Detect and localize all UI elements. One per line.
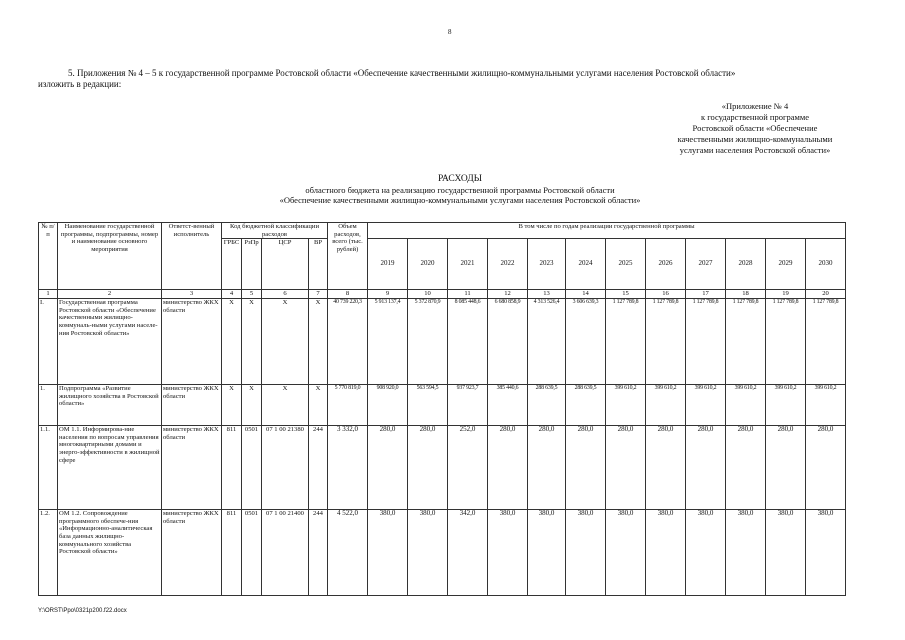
cell-year-value: 380,0 [606,510,646,596]
header-year: 2027 [686,239,726,290]
page-number: 8 [448,28,452,36]
cell-csr: 07 1 00 21400 [262,510,309,596]
cell-csr: X [262,385,309,426]
cell-year-value: 280,0 [408,426,448,510]
cell-year-value: 280,0 [806,426,846,510]
cell-year-value: 5 372 870,9 [408,299,448,385]
cell-vr: X [309,385,328,426]
cell-year-value: 280,0 [766,426,806,510]
column-number: 12 [488,290,528,299]
cell-responsible: министерство ЖКХ области [162,426,222,510]
cell-year-value: 380,0 [726,510,766,596]
column-number: 16 [646,290,686,299]
cell-rzpr: 0501 [242,426,262,510]
cell-year-value: 1 127 789,8 [766,299,806,385]
cell-rzpr: X [242,299,262,385]
cell-vr: X [309,299,328,385]
header-csr: ЦСР [262,239,309,290]
cell-year-value: 563 594,5 [408,385,448,426]
cell-year-value: 280,0 [488,426,528,510]
table-row [39,385,846,426]
header-total: Объем расходов, всего (тыс. рублей) [328,223,368,290]
cell-name: ОМ 1.2. Сопровождение программного обеспече-ния «Информационно-аналитическая база данных жилищно-коммунального хозяйства Ростовской области» [58,510,162,596]
cell-csr: 07 1 00 21380 [262,426,309,510]
cell-year-value: 908 920,0 [368,385,408,426]
header-year: 2026 [646,239,686,290]
header-year: 2019 [368,239,408,290]
cell-year-value: 399 610,2 [606,385,646,426]
column-number: 18 [726,290,766,299]
title-line-3: «Обеспечение качественными жилищно-коммунальными услугами населения Ростовской области» [279,195,641,205]
cell-vr: 244 [309,510,328,596]
intro-line-2: изложить в редакции: [38,79,122,89]
cell-responsible: министерство ЖКХ области [162,510,222,596]
cell-rzpr: 0501 [242,510,262,596]
cell-year-value: 1 127 789,8 [646,299,686,385]
cell-year-value: 385 440,6 [488,385,528,426]
column-number: 8 [328,290,368,299]
cell-year-value: 380,0 [368,510,408,596]
column-number: 13 [528,290,566,299]
column-number: 4 [222,290,242,299]
cell-year-value: 937 923,7 [448,385,488,426]
cell-year-value: 6 680 858,9 [488,299,528,385]
file-path-footer: Y:\ORST\Ppo\0321p200.f22.docx [38,608,127,614]
cell-year-value: 399 610,2 [686,385,726,426]
cell-year-value: 1 127 789,8 [606,299,646,385]
document-title [180,174,740,206]
column-number: 1 [39,290,58,299]
column-number: 10 [408,290,448,299]
column-number: 3 [162,290,222,299]
table-row [39,510,846,596]
cell-year-value: 288 639,5 [528,385,566,426]
cell-grbs: X [222,299,242,385]
intro-paragraph [38,68,868,90]
appendix-line: качественными жилищно-коммунальными [677,134,833,144]
appendix-line: Ростовской области «Обеспечение [692,123,818,133]
cell-year-value: 380,0 [528,510,566,596]
appendix-heading [650,101,860,156]
cell-num: 1.2. [39,510,58,596]
header-year: 2023 [528,239,566,290]
title-main: РАСХОДЫ [437,174,483,184]
cell-name: Подпрограмма «Развитие жилищного хозяйства в Ростовской области» [58,385,162,426]
header-year: 2021 [448,239,488,290]
cell-year-value: 399 610,2 [726,385,766,426]
column-number: 9 [368,290,408,299]
cell-name: Государственная программа Ростовской области «Обеспечение качественными жилищно-коммуналь-ными услугами населе-ния Ростовской области» [58,299,162,385]
column-number: 20 [806,290,846,299]
cell-year-value: 399 610,2 [806,385,846,426]
cell-grbs: 811 [222,510,242,596]
header-year: 2025 [606,239,646,290]
cell-year-value: 380,0 [488,510,528,596]
cell-year-value: 342,0 [448,510,488,596]
cell-year-value: 280,0 [726,426,766,510]
cell-total: 4 522,0 [328,510,368,596]
cell-total: 40 739 220,3 [328,299,368,385]
column-number: 19 [766,290,806,299]
header-years-group: В том числе по годам реализации государственной программы [368,223,846,239]
title-line-2: областного бюджета на реализацию государственной программы Ростовской области [305,184,615,195]
cell-year-value: 280,0 [686,426,726,510]
cell-year-value: 380,0 [686,510,726,596]
budget-table [38,222,846,596]
cell-year-value: 5 913 137,4 [368,299,408,385]
cell-year-value: 280,0 [566,426,606,510]
header-year: 2020 [408,239,448,290]
cell-num: I. [39,299,58,385]
cell-year-value: 380,0 [408,510,448,596]
appendix-line: «Приложение № 4 [721,101,789,111]
header-num: № п/п [39,223,58,290]
appendix-line: услугами населения Ростовской области» [679,145,831,155]
cell-responsible: министерство ЖКХ области [162,385,222,426]
cell-year-value: 280,0 [528,426,566,510]
cell-year-value: 288 639,5 [566,385,606,426]
header-rzpr: РзПр [242,239,262,290]
intro-line-1: 5. Приложения № 4 – 5 к государственной программе Ростовской области «Обеспечение качественными жилищно-коммунальными услугами населения Ростовской области» [68,68,736,78]
cell-grbs: 811 [222,426,242,510]
cell-csr: X [262,299,309,385]
column-number-row [39,290,846,299]
cell-total: 3 332,0 [328,426,368,510]
cell-year-value: 4 313 526,4 [528,299,566,385]
cell-year-value: 280,0 [606,426,646,510]
cell-year-value: 399 610,2 [766,385,806,426]
header-responsible: Ответст-венный исполнитель [162,223,222,290]
cell-year-value: 1 127 789,8 [726,299,766,385]
cell-rzpr: X [242,385,262,426]
cell-year-value: 1 127 789,8 [686,299,726,385]
cell-num: 1.1. [39,426,58,510]
cell-year-value: 1 127 789,8 [806,299,846,385]
column-number: 2 [58,290,162,299]
cell-year-value: 3 606 639,3 [566,299,606,385]
cell-name: ОМ 1.1. Информирова-ние населения по вопросам управления многоквартирными домами и энерго-эффективности в жилищной сфере [58,426,162,510]
cell-year-value: 380,0 [766,510,806,596]
column-number: 14 [566,290,606,299]
cell-num: 1. [39,385,58,426]
header-year: 2022 [488,239,528,290]
header-year: 2030 [806,239,846,290]
cell-year-value: 380,0 [806,510,846,596]
column-number: 11 [448,290,488,299]
cell-year-value: 280,0 [368,426,408,510]
cell-year-value: 399 610,2 [646,385,686,426]
cell-year-value: 280,0 [646,426,686,510]
cell-responsible: министерство ЖКХ области [162,299,222,385]
cell-total: 5 770 819,0 [328,385,368,426]
header-budget-code: Код бюджетной классификации расходов [222,223,328,239]
header-vr: ВР [309,239,328,290]
table-row [39,299,846,385]
cell-year-value: 252,0 [448,426,488,510]
cell-grbs: X [222,385,242,426]
column-number: 5 [242,290,262,299]
cell-year-value: 8 085 448,6 [448,299,488,385]
header-name: Наименование государственной программы, подпрограммы, номер и наименование основного мероприятия [58,223,162,290]
cell-year-value: 380,0 [566,510,606,596]
header-grbs: ГРБС [222,239,242,290]
table-row [39,426,846,510]
appendix-line: к государственной программе [700,112,810,122]
header-year: 2024 [566,239,606,290]
column-number: 7 [309,290,328,299]
cell-year-value: 380,0 [646,510,686,596]
column-number: 6 [262,290,309,299]
header-year: 2029 [766,239,806,290]
header-year: 2028 [726,239,766,290]
column-number: 17 [686,290,726,299]
cell-vr: 244 [309,426,328,510]
column-number: 15 [606,290,646,299]
